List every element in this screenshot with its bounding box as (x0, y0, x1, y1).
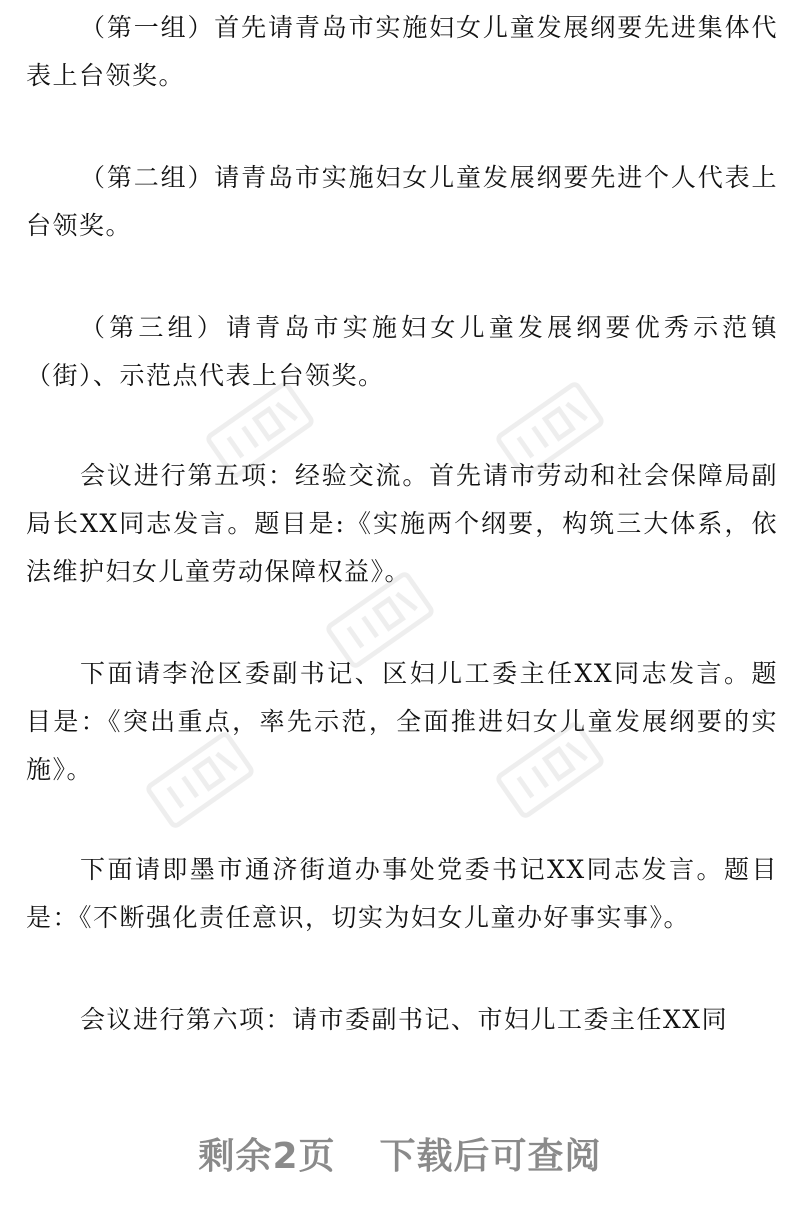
paragraph-item-five: 会议进行第五项：经验交流。首先请市劳动和社会保障局副局长XX同志发言。题目是:《实施两个纲要，构筑三大体系，依法维护妇女儿童劳动保障权益》。 (26, 461, 778, 586)
download-prompt-banner[interactable] (0, 1128, 800, 1178)
paragraph-group-one: （第一组）首先请青岛市实施妇女儿童发展纲要先进集体代表上台领奖。 (26, 13, 778, 90)
paragraph-licang-speech: 下面请李沧区委副书记、区妇儿工委主任XX同志发言。题目是：《突出重点，率先示范，全面推进妇女儿童发展纲要的实施》。 (26, 659, 778, 784)
paragraph-group-two: （第二组）请青岛市实施妇女儿童发展纲要先进个人代表上台领奖。 (26, 163, 778, 240)
remaining-pages-label: 剩余2页 (198, 1135, 336, 1177)
paragraph-item-six: 会议进行第六项：请市委副书记、市妇儿工委主任XX同 (80, 1005, 729, 1034)
download-hint-label[interactable]: 下载后可查阅 (379, 1135, 602, 1177)
paragraph-group-three: （第三组）请青岛市实施妇女儿童发展纲要优秀示范镇（街）、示范点代表上台领奖。 (26, 313, 778, 390)
paragraph-jimo-speech: 下面请即墨市通济街道办事处党委书记XX同志发言。题目是：《不断强化责任意识，切实为妇女儿童办好事实事》。 (26, 855, 778, 932)
